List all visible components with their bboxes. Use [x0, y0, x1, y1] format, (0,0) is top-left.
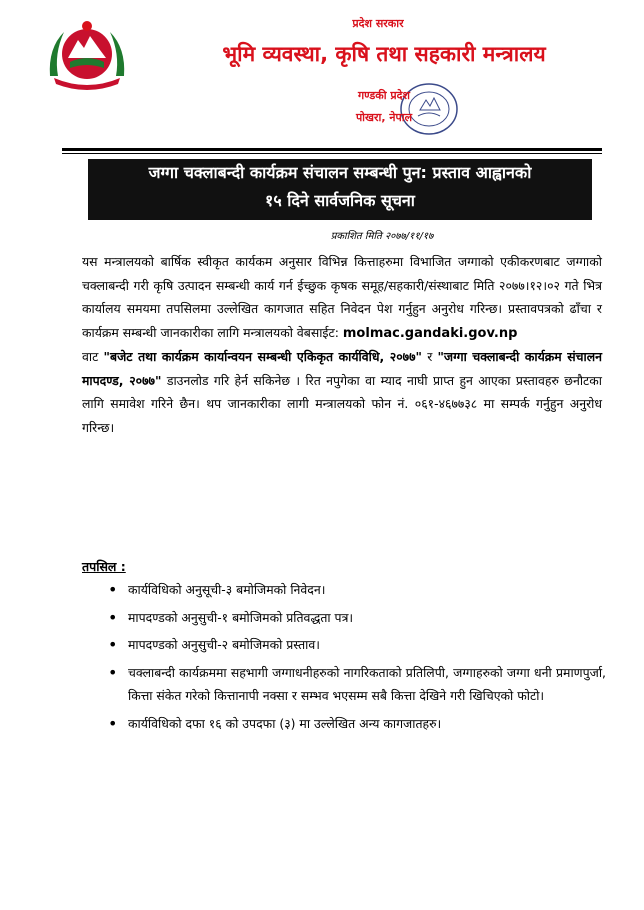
header-divider-thin [62, 153, 602, 154]
website-link[interactable]: molmac.gandaki.gov.np [342, 325, 518, 341]
tapsil-heading: तपसिल : [82, 559, 126, 574]
list-item: • चक्लाबन्दी कार्यक्रममा सहभागी जग्गाधनीहरुको नागरिकताको प्रतिलिपी, जग्गाहरुको जग्गा धनी प्रमाणपुर्जा, कित्ता संकेत गरेको कित्तानापी नक्सा र सम्भव भएसम्म सबै कित्ता देखिने गरी खिचिएको फोटो। [106, 661, 606, 708]
ministry-title: भूमि व्यवस्था, कृषि तथा सहकारी मन्त्रालय [222, 42, 546, 66]
notice-body [82, 250, 602, 439]
body-part-1: यस मन्त्रालयको बार्षिक स्वीकृत कार्यकम अनुसार विभिन्न कित्ताहरुमा विभाजित जग्गाको एकीकरणबाट जग्गाको चक्लाबन्दी गरी कृषि उत्पादन सम्बन्धी कार्य गर्न ईच्छुक कृषक समूह/सहकारी/संस्थाबाट मिति २०७७।१२।०२ गते भित्र कार्यालय समयमा तपसिलमा उल्लेखित कागजात सहित निवेदन पेश गर्नुहुन अनुरोध गरिन्छ। प्रस्तावपत्रको ढाँचा र कार्यक्रम सम्बन्धी जानकारीका लागि मन्त्रालयको वेबसाईट: [82, 254, 602, 340]
notice-title-line-2: १५ दिने सार्वजनिक सूचना [265, 191, 415, 210]
header-divider [62, 148, 602, 151]
doc-title-2: "जग्गा चक्लाबन्दी कार्यक्रम संचालन मापदण्ड, २०७७" [82, 349, 602, 388]
location-label: पोखरा, नेपाल [355, 111, 413, 124]
body-part-4: डाउनलोड गरि हेर्न सकिनेछ । रित नपुगेका वा म्याद नाघी प्राप्त हुन आएका प्रस्तावहरु छनौटका लागि समावेश गरिने छैन। थप जानकारीका लागी मन्त्रालयको फोन नं. ०६१-४६७७३८ मा सम्पर्क गर्नुहुन अनुरोध गरिन्छ। [82, 372, 602, 435]
list-item: • मापदण्डको अनुसुची-२ बमोजिमको प्रस्ताव। [106, 633, 606, 657]
body-part-2: वाट [82, 349, 99, 364]
body-part-3: र [427, 349, 433, 364]
province-label: गण्डकी प्रदेश [357, 89, 410, 102]
notice-title-banner [88, 159, 592, 220]
doc-title-1: "बजेट तथा कार्यक्रम कार्यान्वयन सम्बन्धी एकिकृत कार्यविधि, २०७७" [103, 349, 422, 364]
list-item: • कार्यविधिको अनुसूची-३ बमोजिमको निवेदन। [106, 578, 606, 602]
list-item: • मापदण्डको अनुसुची-१ बमोजिमको प्रतिवद्धता पत्र। [106, 606, 606, 630]
notice-title-line-1: जग्गा चक्लाबन्दी कार्यक्रम संचालन सम्बन्धी पुन: प्रस्ताव आह्वानको [148, 163, 532, 182]
government-label: प्रदेश सरकार [352, 17, 404, 30]
list-item: • कार्यविधिको दफा १६ को उपदफा (३) मा उल्लेखित अन्य कागजातहरु। [106, 712, 606, 736]
published-date: प्रकाशित मिति २०७७/११/१७ [330, 231, 434, 242]
tapsil-list [106, 578, 606, 739]
